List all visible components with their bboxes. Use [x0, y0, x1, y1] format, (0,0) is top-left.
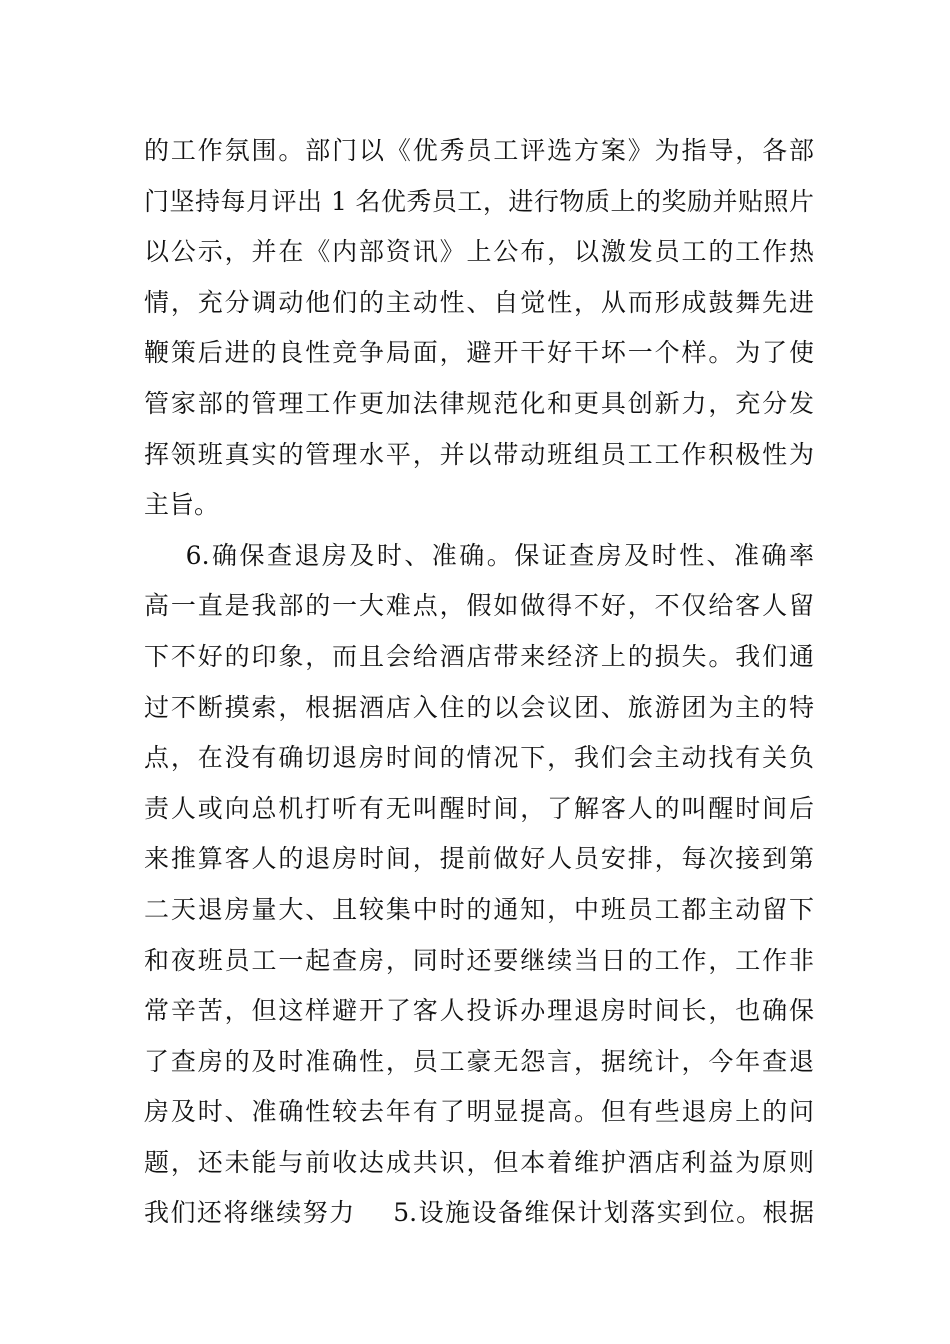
text-line: 和夜班员工一起查房，同时还要继续当日的工作，工作非 — [144, 945, 814, 975]
text-line: 以公示，并在《内部资讯》上公布，以激发员工的工作热 — [144, 237, 814, 267]
text-line: 责人或向总机打听有无叫醒时间，了解客人的叫醒时间后 — [144, 793, 814, 823]
text-line: 情，充分调动他们的主动性、自觉性，从而形成鼓舞先进 — [144, 287, 814, 317]
text-line: 房及时、准确性较去年有了明显提高。但有些退房上的问 — [144, 1097, 814, 1127]
text-line: 门坚持每月评出 1 名优秀员工，进行物质上的奖励并贴照片 — [144, 186, 814, 216]
text-line: 二天退房量大、且较集中时的通知，中班员工都主动留下 — [144, 894, 814, 924]
text-line: 常辛苦，但这样避开了客人投诉办理退房时间长，也确保 — [144, 996, 814, 1026]
text-line: 了查房的及时准确性，员工豪无怨言，据统计，今年查退 — [144, 1046, 814, 1076]
text-line: 的工作氛围。部门以《优秀员工评选方案》为指导，各部 — [144, 136, 814, 165]
text-line: 下不好的印象，而且会给酒店带来经济上的损失。我们通 — [144, 641, 814, 671]
text-line: 挥领班真实的管理水平，并以带动班组员工工作积极性为 — [144, 439, 814, 469]
text-line: 管家部的管理工作更加法律规范化和更具创新力，充分发 — [144, 388, 814, 418]
text-line: 过不断摸索，根据酒店入住的以会议团、旅游团为主的特 — [144, 692, 814, 722]
text-line: 我们还将继续努力 5.设施设备维保计划落实到位。根据 — [144, 1198, 814, 1228]
text-line: 点，在没有确切退房时间的情况下，我们会主动找有关负 — [144, 743, 814, 773]
body-text — [144, 126, 814, 1239]
text-line: 6.确保查退房及时、准确。保证查房及时性、准确率 — [144, 540, 814, 570]
text-line: 来推算客人的退房时间，提前做好人员安排，每次接到第 — [144, 844, 814, 874]
text-line: 主旨。 — [144, 490, 220, 520]
text-line: 鞭策后进的良性竞争局面，避开干好干坏一个样。为了使 — [144, 338, 814, 368]
text-line: 题，还未能与前收达成共识，但本着维护酒店利益为原则 — [144, 1147, 814, 1177]
text-line: 高一直是我部的一大难点，假如做得不好，不仅给客人留 — [144, 591, 814, 621]
